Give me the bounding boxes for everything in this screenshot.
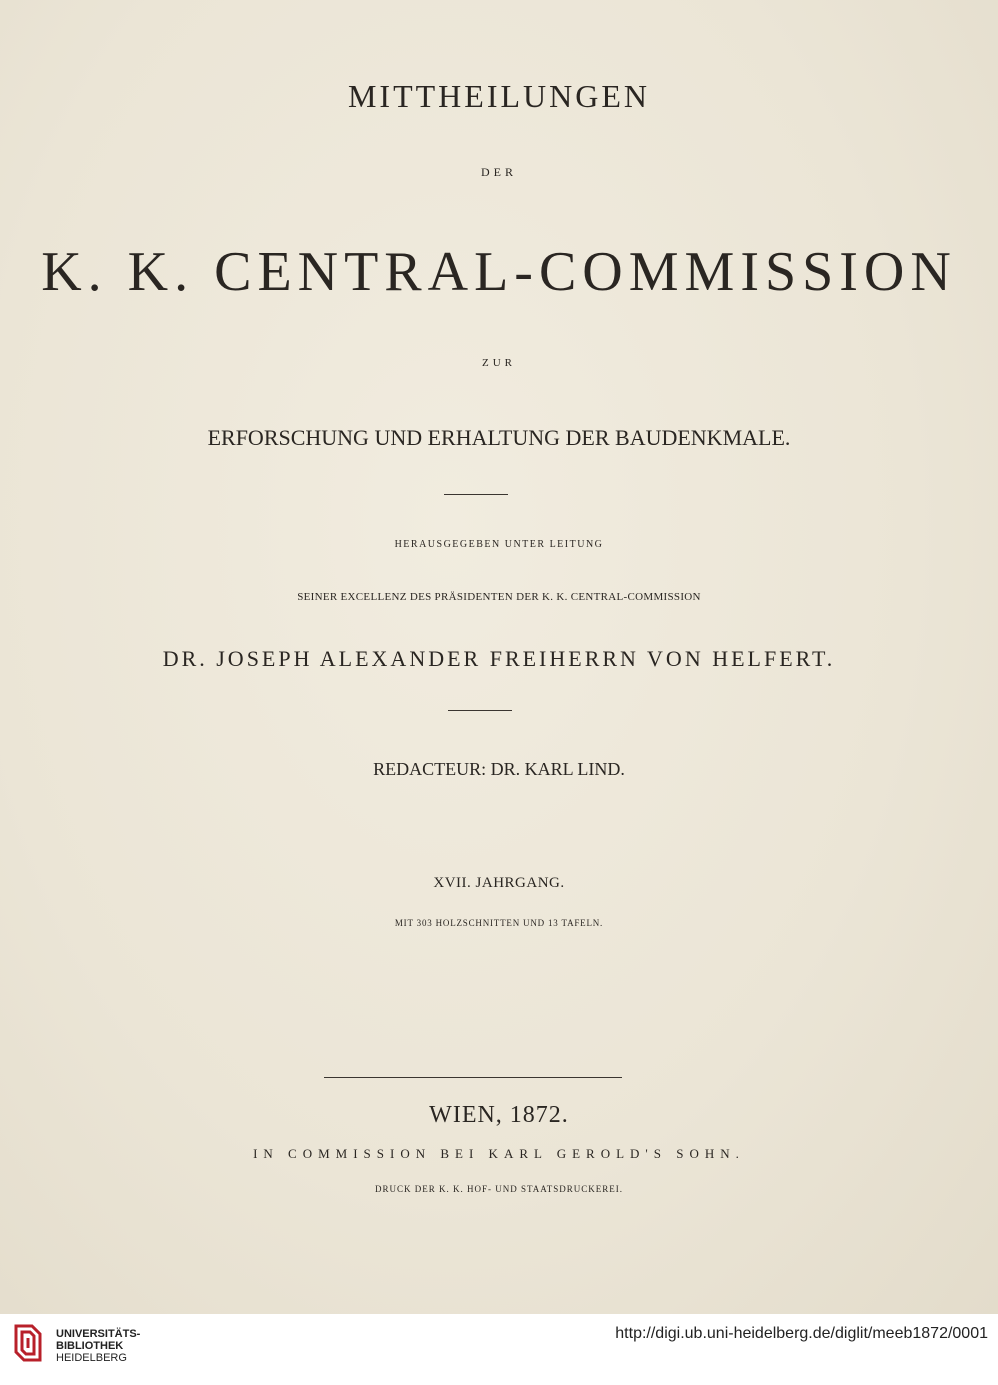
place-year: WIEN, 1872. (429, 1102, 569, 1128)
redacteur-line: REDACTEUR: DR. KARL LIND. (373, 759, 625, 779)
library-name-line3: HEIDELBERG (56, 1352, 127, 1364)
source-url-link[interactable]: http://digi.ub.uni-heidelberg.de/diglit/meeb1872/0001 (615, 1325, 988, 1342)
commission-name: K. K. CENTRAL-COMMISSION (41, 241, 957, 303)
editor-intro: HERAUSGEGEBEN UNTER LEITUNG (394, 539, 604, 550)
divider-3 (324, 1077, 622, 1078)
article-der: DER (481, 165, 517, 179)
divider-2 (448, 710, 512, 711)
editor-name: DR. JOSEPH ALEXANDER FREIHERRN VON HELFERT. (162, 646, 836, 671)
library-name-line2: BIBLIOTHEK (56, 1340, 124, 1352)
illustrations-note: MIT 303 HOLZSCHNITTEN UND 13 TAFELN. (394, 918, 604, 928)
journal-title: MITTHEILUNGEN (347, 78, 651, 114)
printer-line: DRUCK DER K. K. HOF- UND STAATSDRUCKEREI. (374, 1184, 624, 1194)
heidelberg-library-logo-icon (12, 1320, 44, 1368)
word-zur: ZUR (482, 357, 516, 369)
divider-1 (444, 494, 508, 495)
president-line: SEINER EXCELLENZ DES PRÄSIDENTEN DER K. K. CENTRAL-COMMISSION (297, 591, 701, 603)
publisher-line: IN COMMISSION BEI KARL GEROLD'S SOHN. (253, 1146, 745, 1161)
library-name (56, 1328, 140, 1364)
library-name-line1: UNIVERSITÄTS- (56, 1328, 141, 1340)
volume-year: XVII. JAHRGANG. (433, 875, 565, 891)
subtitle: ERFORSCHUNG UND ERHALTUNG DER BAUDENKMALE. (207, 425, 791, 450)
